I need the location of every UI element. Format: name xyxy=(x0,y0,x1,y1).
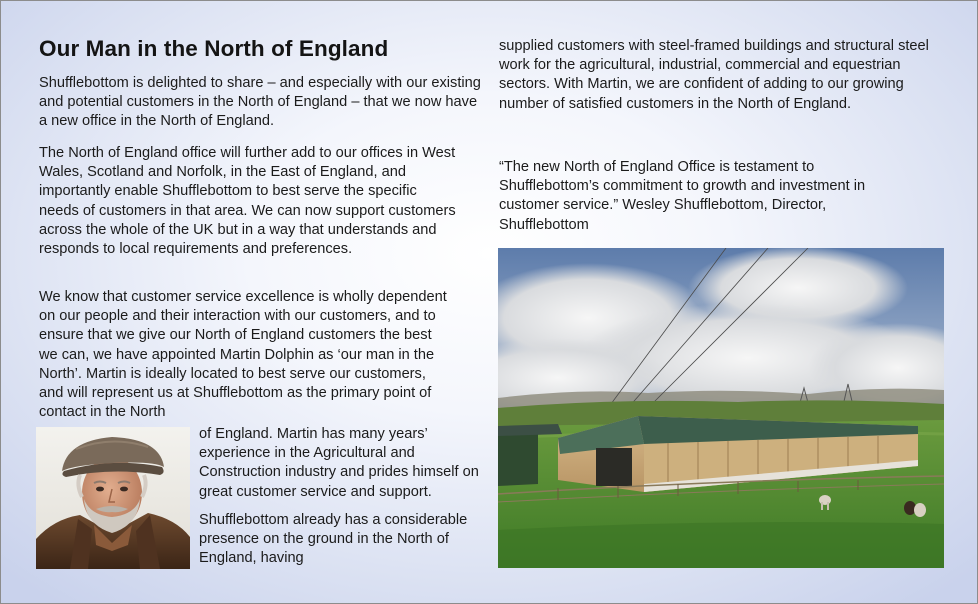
director-quote: “The new North of England Office is testament to Shufflebottom’s commitment to growth and investment in customer service.” Wesley Shufflebottom, Director, Shufflebottom xyxy=(499,159,866,233)
presence-paragraph: Shufflebottom already has a considerable presence on the ground in the North of England, having xyxy=(199,512,468,567)
sectors-paragraph: supplied customers with steel-framed buildings and structural steel work for the agricultural, industrial, commercial and equestrian sectors. With Martin, we are confident of adding to our growing number of satisfied customers in the North of England. xyxy=(499,38,929,112)
portrait-photo xyxy=(36,427,190,569)
intro-paragraph: Shufflebottom is delighted to share – and especially with our existing and potential customers in the North of England – that we now have a new office in the North of England. xyxy=(39,75,481,130)
barn-photo xyxy=(498,248,944,568)
offices-paragraph: The North of England office will further add to our offices in West Wales, Scotland and Norfolk, in the East of England, and importantly enable Shufflebottom to best serve the specific needs of customers in that area. We can now support customers across the whole of the UK but in a way that understands and responds to local requirements and preferences. xyxy=(39,145,456,258)
article-title: Our Man in the North of England xyxy=(39,36,389,61)
martin-experience-paragraph: of England. Martin has many years’ experience in the Agricultural and Construction industry and prides himself on great customer service and support. xyxy=(199,426,479,500)
customer-service-paragraph: We know that customer service excellence is wholly dependent on our people and their interaction with our customers, and to ensure that we give our North of England customers the best we can, we have appointed Martin Dolphin as ‘our man in the North’. Martin is ideally located to best serve our customers, and will represent us at Shufflebottom as the primary point of contact in the North xyxy=(39,289,447,421)
